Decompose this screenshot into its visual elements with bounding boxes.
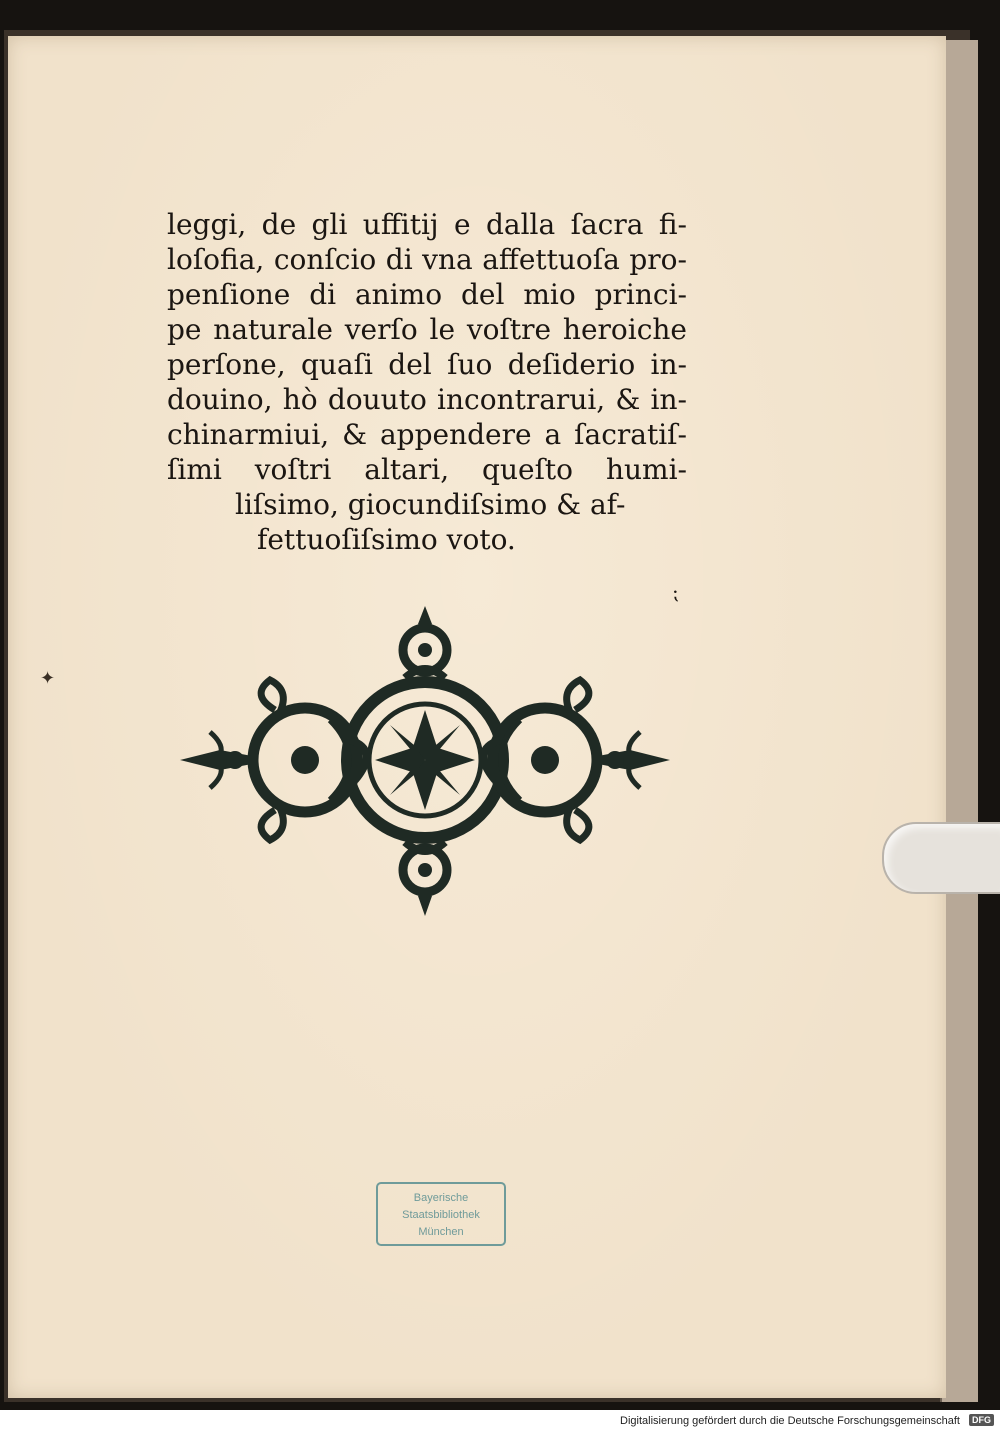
dfg-logo: DFG [969, 1414, 994, 1426]
ink-speck: ✦ [40, 668, 56, 689]
footer-credit: Digitalisierung gefördert durch die Deutsche Forschungsgemeinschaft [620, 1415, 960, 1427]
stamp-line: Bayerische [413, 1192, 469, 1204]
stamp-line: München [418, 1226, 464, 1238]
footer-bar [0, 1410, 1000, 1433]
text-line: douino, hò douuto incontrarui, & in- [167, 383, 687, 416]
text-line: pe naturale verſo le voſtre heroiche [167, 313, 687, 346]
text-line: liſsimo, giocundiſsimo & af- [235, 488, 626, 521]
body-text [167, 207, 687, 557]
library-stamp [376, 1182, 506, 1246]
text-line: leggi, de gli uffitij e dalla ſacra fi- [167, 208, 687, 241]
clip-tab [882, 822, 1000, 894]
text-line: ſimi voſtri altari, queſto humi- [167, 453, 687, 486]
decorative-ornament-icon [180, 600, 670, 920]
text-line: loſofia, conſcio di vna affettuoſa pro- [167, 243, 687, 276]
text-line: penſione di animo del mio princi- [167, 278, 687, 311]
ink-mark: ⁏ [672, 580, 679, 604]
text-line: perſone, quaſi del ſuo deſiderio in- [167, 348, 687, 381]
stamp-line: Staatsbibliothek [402, 1209, 480, 1221]
text-line: fettuoſiſsimo voto. [257, 523, 516, 556]
text-line: chinarmiui, & appendere a ſacratiſ- [167, 418, 687, 451]
